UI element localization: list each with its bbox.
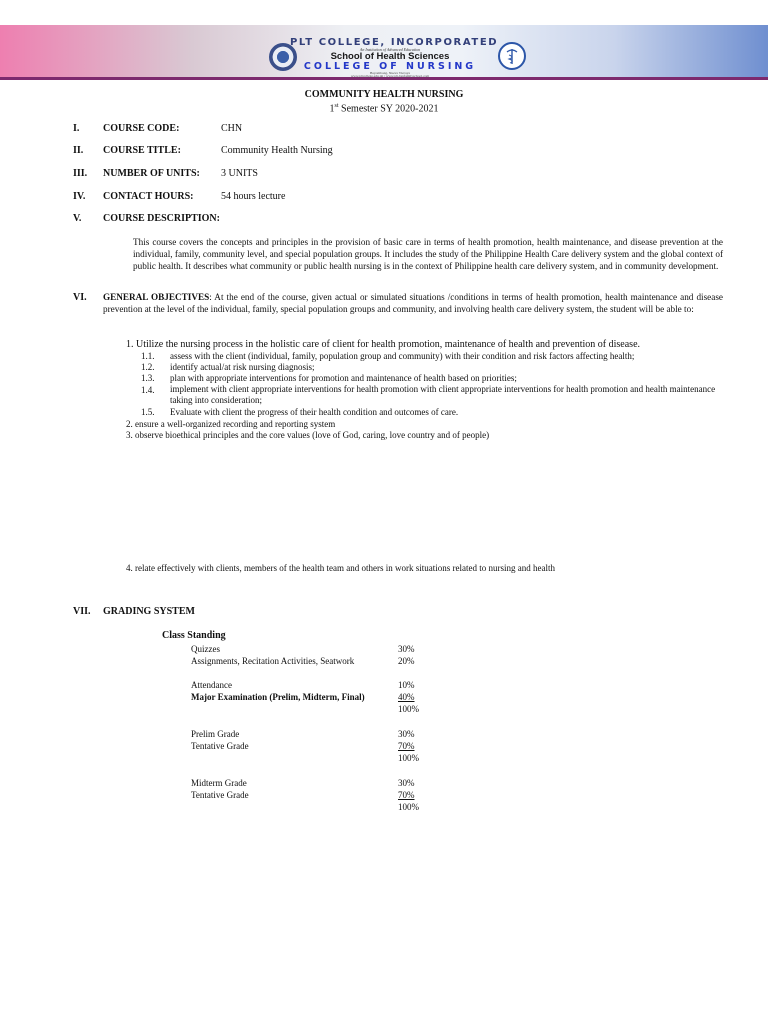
grading-value: 30% (398, 644, 415, 654)
sub-objective-number: 1.1. (141, 351, 155, 361)
class-standing-heading: Class Standing (162, 630, 226, 641)
objectives-paragraph (103, 292, 723, 316)
course-description: This course covers the concepts and principles in the provision of basic care in terms of health promotion, health maintenance, and disease prevention at the individual, family, community level, and special population groups. It includes the study of the Philippine Health Care delivery system and the global context of public health. It describes what community or public health nursing is in the context of Philippine health care delivery system, and in community development. (133, 237, 723, 271)
section-label: COURSE TITLE: (103, 145, 181, 156)
grading-value: 30% (398, 778, 415, 788)
section-label: NUMBER OF UNITS: (103, 168, 200, 179)
section-value: CHN (221, 123, 243, 134)
grading-label: Assignments, Recitation Activities, Seatwork (191, 656, 355, 666)
sub-objective-text: identify actual/at risk nursing diagnosis; (170, 362, 315, 372)
objective-item: 2. ensure a well-organized recording and reporting system (126, 419, 336, 429)
sub-objective-text: implement with client appropriate interventions for health promotion with client appropriate interventions for health promotion and health maintenance taking into consideration; (170, 384, 716, 405)
section-label: COURSE DESCRIPTION: (103, 213, 220, 224)
grading-value: 30% (398, 729, 415, 739)
grading-label: Tentative Grade (191, 790, 249, 800)
college-name: PLT COLLEGE, INCORPORATED (290, 37, 499, 48)
sub-objective-number: 1.2. (141, 362, 155, 372)
section-value: 3 UNITS (221, 168, 258, 179)
grading-total: 100% (398, 704, 419, 714)
section-label: COURSE CODE: (103, 123, 180, 134)
objective-item: 4. relate effectively with clients, members of the health team and others in work situations related to nursing and health (126, 563, 555, 573)
section-number: VI. (73, 292, 87, 303)
grading-value: 70% (398, 790, 415, 800)
sub-objective-text: assess with the client (individual, family, population group and community) with their condition and risk factors affecting health; (170, 351, 635, 361)
school-name: School of Health Sciences (330, 51, 450, 62)
grading-value: 20% (398, 656, 415, 666)
sub-objective-number: 1.4. (141, 385, 155, 395)
grading-value: 70% (398, 741, 415, 751)
sub-objective-number: 1.5. (141, 407, 155, 417)
college-tagline: An Institution of Advanced Education (359, 47, 421, 52)
section-label: GRADING SYSTEM (103, 606, 195, 617)
section-number: II. (73, 145, 84, 156)
sub-objective-number: 1.3. (141, 373, 155, 383)
sub-objective-text: plan with appropriate interventions for promotion and maintenance of health based on priorities; (170, 373, 517, 383)
section-number: VII. (73, 606, 91, 617)
grading-label: Prelim Grade (191, 729, 240, 739)
section-value: 54 hours lecture (221, 191, 286, 202)
grading-total: 100% (398, 802, 419, 812)
department-name: COLLEGE OF NURSING (303, 61, 477, 72)
objectives-intro: : At the end of the course, given actual or simulated situations /conditions in terms of health promotion, health maintenance and disease prevention at the level of the individual, family, special population groups and community, and involving health care delivery system, the student will be able to: (103, 292, 723, 314)
grading-value: 10% (398, 680, 415, 690)
grading-label: Tentative Grade (191, 741, 249, 751)
document-semester: 1st Semester SY 2020-2021 (329, 103, 439, 115)
grading-label: Quizzes (191, 644, 220, 654)
college-websites: www.pltcollege.edu.ph / www.plt-bsnfamilyschool.com (350, 74, 430, 78)
section-number: IV. (73, 191, 86, 202)
document-title: COMMUNITY HEALTH NURSING (304, 89, 464, 100)
section-value: Community Health Nursing (221, 145, 333, 156)
objectives-label: GENERAL OBJECTIVES (103, 292, 210, 302)
grading-label: Major Examination (Prelim, Midterm, Final) (191, 692, 365, 702)
grading-total: 100% (398, 753, 419, 763)
section-number: I. (73, 123, 80, 134)
section-number: V. (73, 213, 82, 224)
grading-label: Midterm Grade (191, 778, 247, 788)
sub-objective-text: Evaluate with client the progress of their health condition and outcomes of care. (170, 407, 459, 417)
objective-item: 3. observe bioethical principles and the core values (love of God, caring, love country and of people) (126, 430, 490, 440)
objective-item: 1. Utilize the nursing process in the holistic care of client for health promotion, maintenance of health and prevention of disease. (126, 339, 641, 350)
caduceus-seal-icon (498, 42, 526, 70)
college-address: Bayombong, Nueva Vizcaya (369, 71, 411, 75)
section-number: III. (73, 168, 88, 179)
grading-value: 40% (398, 692, 415, 702)
grading-label: Attendance (191, 680, 232, 690)
section-label: CONTACT HOURS: (103, 191, 194, 202)
